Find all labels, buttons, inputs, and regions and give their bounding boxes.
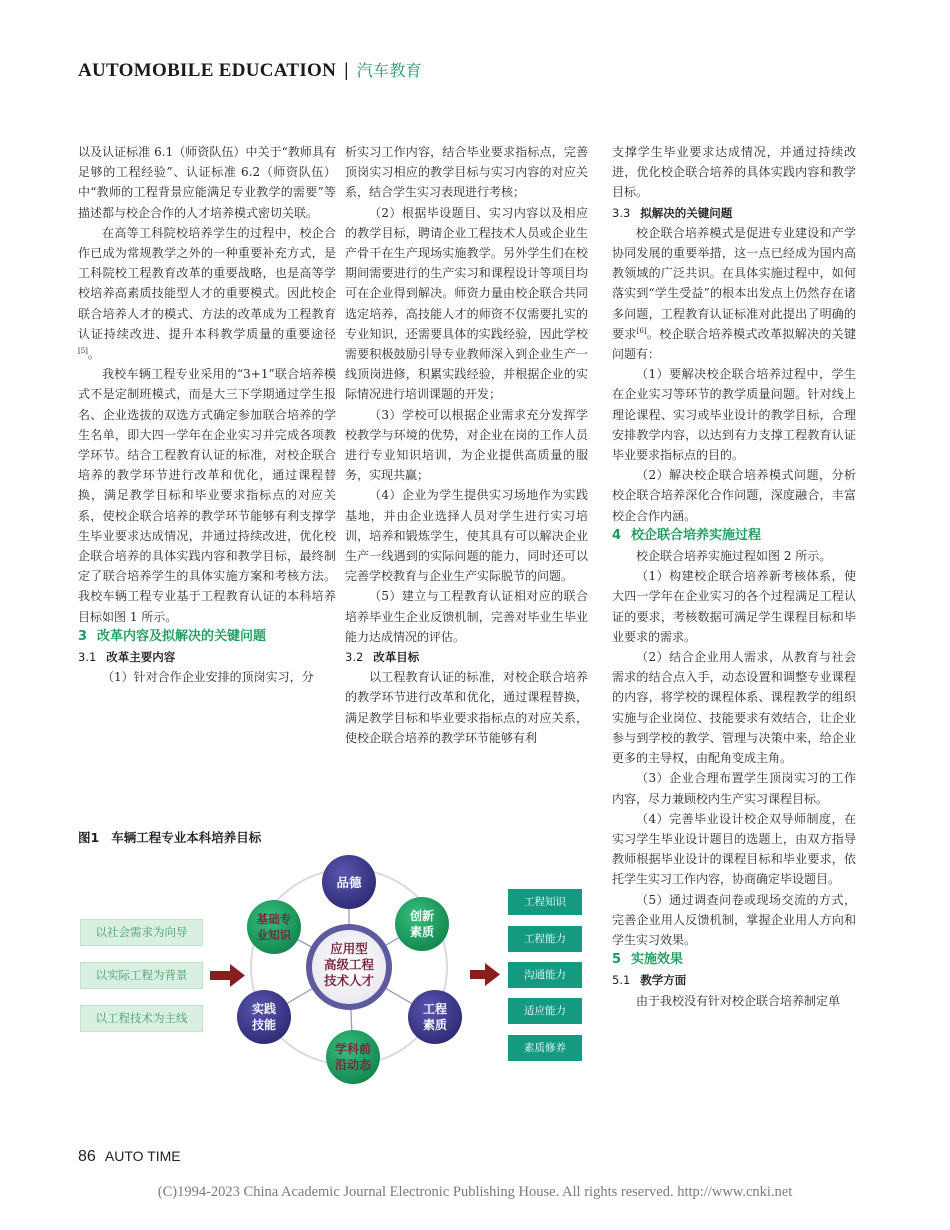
subsection-heading-5-1: 5.1 教学方面 bbox=[612, 973, 687, 988]
arrow-right-icon bbox=[210, 964, 245, 987]
running-header bbox=[78, 58, 422, 82]
paragraph: （2）根据毕设题目、实习内容以及相应的教学目标，聘请企业工程技术人员或企业生产骨干在生产现场实施教学。另外学生们在校期间需要进行的生产实习和课程设计等项目均可在企业得到解决。师资力量由校企联合共同选定培养，高技能人才的师资不仅需要扎实的专业知识，还需要具体的实践经验，因此学校需要积极鼓励引导专业教师深入到企业生产一线顶岗进修，积累实践经验，并根据企业的实际情况进行培训课题的开发； bbox=[345, 205, 588, 402]
paragraph: 析实习工作内容，结合毕业要求指标点，完善顶岗实习相应的教学目标与实习内容的对应关系，结合学生实习表现进行考核； bbox=[345, 145, 588, 200]
journal-title-cn: 汽车教育 bbox=[356, 61, 422, 80]
paragraph: （3）学校可以根据企业需求充分发挥学校教学与环境的优势，对企业在岗的工作人员进行专业知识培训，为企业提供高质量的服务，实现共赢； bbox=[345, 407, 588, 483]
page-footer bbox=[78, 1148, 181, 1166]
paragraph: （2）结合企业用人需求，从教育与社会需求的结合点入手，动态设置和调整专业课程的内容，将学校的课程体系、课程教学的组织实施与企业岗位、技能要求有效结合，让企业参与到学校的教学、管理与决策中来，给企业更多的主导权，由配角变成主角。 bbox=[612, 650, 856, 766]
paragraph: 支撑学生毕业要求达成情况，并通过持续改进，优化校企联合培养的具体实践内容和教学目标。 bbox=[612, 145, 856, 200]
right-box: 适应能力 bbox=[508, 998, 582, 1024]
paragraph: 以及认证标准 6.1（师资队伍）中关于“教师具有足够的工程经验”、认证标准 6.2（师资队伍）中“教师的工程背景应能满足专业教学的需要”等描述都与校企合作的人才培养模式密切关联。 bbox=[78, 145, 336, 220]
node-label: 业知识 bbox=[256, 928, 292, 942]
paragraph: 以工程教育认证的标准，对校企联合培养的教学环节进行改革和优化，通过课程替换，满足教学目标和毕业要求指标点的对应关系，使校企联合培养的教学环节能够有利 bbox=[345, 670, 588, 745]
paragraph: 在高等工科院校培养学生的过程中，校企合作已成为常规教学之外的一种重要补充方式，是工科院校工程教育改革的重要战略，也是高等学校培养高素质技能型人才的重要模式。因此校企联合培养人才的模式、方法的改革成为工程教育认证持续改进、提升本科教学质量的重要途径[5]。 bbox=[78, 225, 336, 362]
paragraph: 校企联合培养实施过程如图 2 所示。 bbox=[636, 549, 832, 564]
figure-caption: 图1 车辆工程专业本科培养目标 bbox=[78, 830, 262, 845]
right-box: 工程能力 bbox=[508, 926, 582, 952]
node-engineering bbox=[408, 990, 462, 1044]
node-label: 技能 bbox=[251, 1018, 277, 1032]
text-column-2 bbox=[345, 142, 588, 748]
text-column-3 bbox=[612, 142, 856, 1011]
arrow-right-icon bbox=[470, 963, 500, 986]
citation: [5] bbox=[78, 347, 88, 356]
node-frontier bbox=[326, 1030, 380, 1084]
right-box: 工程知识 bbox=[508, 889, 582, 915]
paragraph: （1）构建校企联合培养新考核体系，使大四一学年在企业实习的各个过程满足工程认证的要求，考核数据可满足学生课程目标和毕业要求的需求。 bbox=[612, 569, 856, 644]
subsection-heading-3-1: 3.1 改革主要内容 bbox=[78, 650, 176, 665]
left-box: 以社会需求为向导 bbox=[80, 919, 203, 946]
footer-journal: AUTO TIME bbox=[104, 1148, 181, 1164]
paragraph: 由于我校没有针对校企联合培养制定单 bbox=[636, 993, 841, 1008]
left-box: 以实际工程为背景 bbox=[80, 962, 203, 989]
node-label: 素质 bbox=[422, 1018, 448, 1032]
paragraph: （3）企业合理布置学生顶岗实习的工作内容，尽力兼顾校内生产实习课程目标。 bbox=[612, 771, 856, 806]
paragraph: （5）建立与工程教育认证相对应的联合培养毕业生企业反馈机制，完善对毕业生毕业能力达成情况的评估。 bbox=[345, 589, 588, 644]
paragraph: （1）针对合作企业安排的顶岗实习，分 bbox=[102, 670, 314, 685]
copyright-notice: (C)1994-2023 China Academic Journal Electronic Publishing House. All rights reserved. http://www.cnki.net bbox=[157, 1184, 793, 1200]
node-innovation bbox=[395, 897, 449, 951]
node-label: 素质 bbox=[409, 925, 435, 939]
center-label: 技术人才 bbox=[323, 973, 375, 988]
node-label: 沿动态 bbox=[334, 1058, 372, 1072]
node-label: 基础专 bbox=[256, 912, 292, 926]
center-label: 高级工程 bbox=[323, 957, 375, 972]
subsection-heading-3-3: 3.3 拟解决的关键问题 bbox=[612, 205, 733, 220]
section-heading-5: 5 实施效果 bbox=[612, 952, 684, 968]
paragraph: （2）解决校企联合培养模式问题，分析校企联合培养深化合作问题，深度融合，丰富校企合作内涵。 bbox=[612, 468, 856, 523]
paragraph: 我校车辆工程专业采用的“3+1”联合培养模式不是定制班模式，而是大三下学期通过学生报名、企业选拔的双选方式确定参加联合培养的学生名单，即大四一学年在企业实习并完成各项教学环节。结合工程教育认证的标准，对校企联合培养的教学环节进行改革和优化，通过课程替换，满足教学目标和毕业要求指标点的对应关系，使校企联合培养的教学环节能够有利支撑学生毕业要求达成情况，并通过持续改进，优化校企联合培养的具体实践内容和教学目标，最终制定了联合培养学生的具体实施方案和考核方法。我校车辆工程专业基于工程教育认证的本科培养目标如图 1 所示。 bbox=[78, 367, 336, 624]
paragraph: （5）通过调查问卷或现场交流的方式，完善企业用人反馈机制，掌握企业用人方向和学生实习效果。 bbox=[612, 892, 856, 947]
section-heading-3: 3 改革内容及拟解决的关键问题 bbox=[78, 628, 267, 644]
node-foundation bbox=[247, 900, 301, 954]
left-box: 以工程技术为主线 bbox=[80, 1005, 203, 1032]
node-label: 学科前 bbox=[334, 1042, 372, 1056]
paragraph: （4）完善毕业设计校企双导师制度，在实习学生毕业设计题目的选题上，由双方指导教师根据毕业设计的课程目标和毕业要求，依托学生实习工作内容，协商确定毕设题目。 bbox=[612, 811, 856, 887]
citation: [6] bbox=[636, 326, 647, 335]
paragraph: 校企联合培养模式是促进专业建设和产学协同发展的重要举措，这一点已经成为国内高教领域的广泛共识。在具体实施过程中，如何落实到“学生受益”的根本出发点上仍然存在诸多问题，工程教育认证标准对此提出了明确的要求[6]。校企联合培养模式改革拟解决的关键问题有： bbox=[612, 225, 856, 362]
right-box: 沟通能力 bbox=[508, 962, 582, 988]
node-label: 实践 bbox=[251, 1002, 277, 1016]
text-column-1 bbox=[78, 142, 336, 687]
journal-title-en: AUTOMOBILE EDUCATION bbox=[78, 60, 337, 81]
center-label: 应用型 bbox=[330, 941, 368, 956]
right-box: 素质修养 bbox=[508, 1035, 582, 1061]
subsection-heading-3-2: 3.2 改革目标 bbox=[345, 650, 420, 665]
node-practice bbox=[237, 990, 291, 1044]
node-label: 工程 bbox=[422, 1002, 448, 1016]
section-heading-4: 4 校企联合培养实施过程 bbox=[612, 527, 762, 543]
node-label: 品德 bbox=[336, 875, 362, 890]
paragraph: （1）要解决校企联合培养过程中，学生在企业实习等环节的教学质量问题。针对线上理论课程、实习或毕业设计的教学目标，合理安排教学内容，以达到有力支撑工程教育认证毕业要求指标点的目的。 bbox=[612, 367, 856, 463]
header-separator: | bbox=[344, 60, 349, 81]
page-number: 86 bbox=[78, 1148, 96, 1165]
paragraph: （4）企业为学生提供实习场地作为实践基地，并由企业选择人员对学生进行实习培训，培养和锻炼学生，使其具有可以解决企业生产一线遇到的实际问题的能力，同时还可以完善学校教育与企业生产实际脱节的问题。 bbox=[345, 488, 588, 584]
node-label: 创新 bbox=[409, 909, 435, 923]
